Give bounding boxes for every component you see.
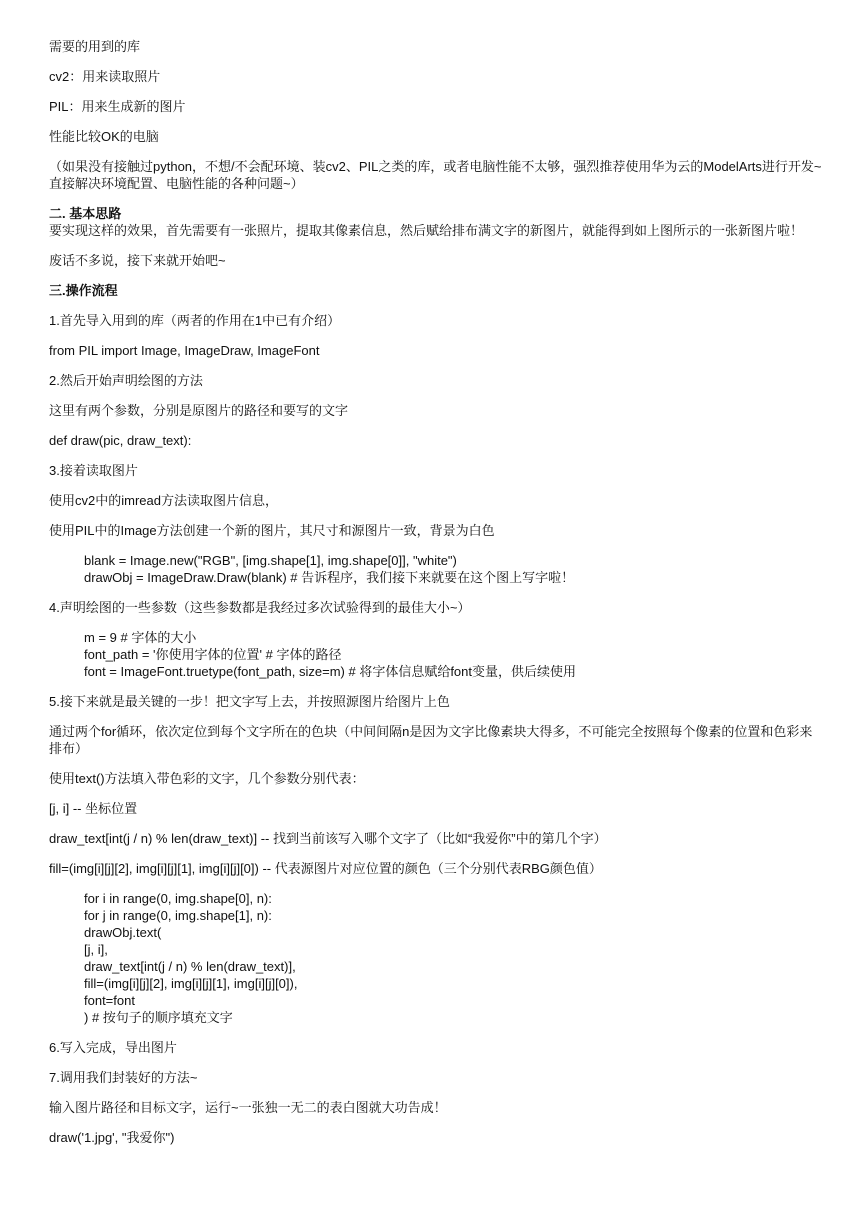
- text-text-method: 使用text()方法填入带色彩的文字，几个参数分别代表：: [49, 771, 365, 786]
- step-4-params: 4.声明绘图的一些参数（这些参数都是我经过多次试验得到的最佳大小~）: [49, 600, 471, 615]
- code-line: fill=(img[i][j][2], img[i][j][1], img[i][j][0]),: [84, 976, 298, 991]
- text-run-result: 输入图片路径和目标文字，运行~一张独一无二的表白图就大功告成！: [49, 1100, 447, 1115]
- step-5-write: 5.接下来就是最关键的一步！把文字写上去，并按照源图片给图片上色: [49, 694, 450, 709]
- code-line: draw_text[int(j / n) % len(draw_text)],: [84, 959, 296, 974]
- heading-basic-idea: 二. 基本思路: [49, 206, 122, 221]
- code-block-blank: [84, 552, 824, 586]
- text-modelarts-note: （如果没有接触过python，不想/不会配环境、装cv2、PIL之类的库，或者电脑性能不太够，强烈推荐使用华为云的ModelArts进行开发~直接解决环境配置、电脑性能的各种问题~）: [49, 159, 822, 191]
- code-import-line: from PIL import Image, ImageDraw, ImageFont: [49, 343, 320, 358]
- code-def-line: def draw(pic, draw_text):: [49, 433, 192, 448]
- code-line: drawObj = ImageDraw.Draw(blank) # 告诉程序，我们接下来就要在这个图上写字啦！: [84, 570, 575, 585]
- text-pil-desc: PIL：用来生成新的图片: [49, 99, 186, 114]
- step-3-read: 3.接着读取图片: [49, 463, 138, 478]
- step-6-export: 6.写入完成，导出图片: [49, 1040, 177, 1055]
- text-cv2-desc: cv2：用来读取照片: [49, 69, 161, 84]
- heading-procedure: 三.操作流程: [49, 283, 118, 298]
- code-line: blank = Image.new("RGB", [img.shape[1], img.shape[0]], "white"): [84, 553, 457, 568]
- code-line: for j in range(0, img.shape[1], n):: [84, 908, 272, 923]
- step-1-import: 1.首先导入用到的库（两者的作用在1中已有介绍）: [49, 313, 341, 328]
- text-computer-req: 性能比较OK的电脑: [49, 129, 159, 144]
- code-line: [j, i],: [84, 942, 108, 957]
- step-2-declare: 2.然后开始声明绘图的方法: [49, 373, 203, 388]
- code-block-loop: [84, 890, 824, 1026]
- document-page: [49, 38, 824, 1159]
- code-line: ) # 按句子的顺序填充文字: [84, 1010, 233, 1025]
- step-7-call: 7.调用我们封装好的方法~: [49, 1070, 198, 1085]
- text-lets-start: 废话不多说，接下来就开始吧~: [49, 253, 226, 268]
- text-libraries-needed: 需要的用到的库: [49, 39, 141, 54]
- text-for-loops: 通过两个for循环，依次定位到每个文字所在的色块（中间间隔n是因为文字比像素块大得多，不可能完全按照每个像素的位置和色彩来排布）: [49, 724, 813, 756]
- text-imread: 使用cv2中的imread方法读取图片信息，: [49, 493, 278, 508]
- code-line: drawObj.text(: [84, 925, 162, 940]
- text-param-char: draw_text[int(j / n) % len(draw_text)] -- 找到当前该写入哪个文字了（比如“我爱你”中的第几个字）: [49, 831, 607, 846]
- text-two-params: 这里有两个参数，分别是原图片的路径和要写的文字: [49, 403, 349, 418]
- code-line: font=font: [84, 993, 135, 1008]
- code-line: m = 9 # 字体的大小: [84, 630, 197, 645]
- code-line: font = ImageFont.truetype(font_path, size=m) # 将字体信息赋给font变量，供后续使用: [84, 664, 577, 679]
- text-param-coords: [j, i] -- 坐标位置: [49, 801, 138, 816]
- code-line: font_path = '你使用字体的位置' # 字体的路径: [84, 647, 342, 662]
- code-draw-call: draw('1.jpg', "我爱你"): [49, 1130, 175, 1145]
- text-idea-desc: 要实现这样的效果，首先需要有一张照片，提取其像素信息，然后赋给排布满文字的新图片，就能得到如上图所示的一张新图片啦！: [49, 223, 804, 238]
- code-line: for i in range(0, img.shape[0], n):: [84, 891, 272, 906]
- text-new-image: 使用PIL中的Image方法创建一个新的图片，其尺寸和源图片一致，背景为白色: [49, 523, 495, 538]
- code-block-font: [84, 629, 824, 680]
- text-param-fill: fill=(img[i][j][2], img[i][j][1], img[i][j][0]) -- 代表源图片对应位置的颜色（三个分别代表RBG颜色值）: [49, 861, 602, 876]
